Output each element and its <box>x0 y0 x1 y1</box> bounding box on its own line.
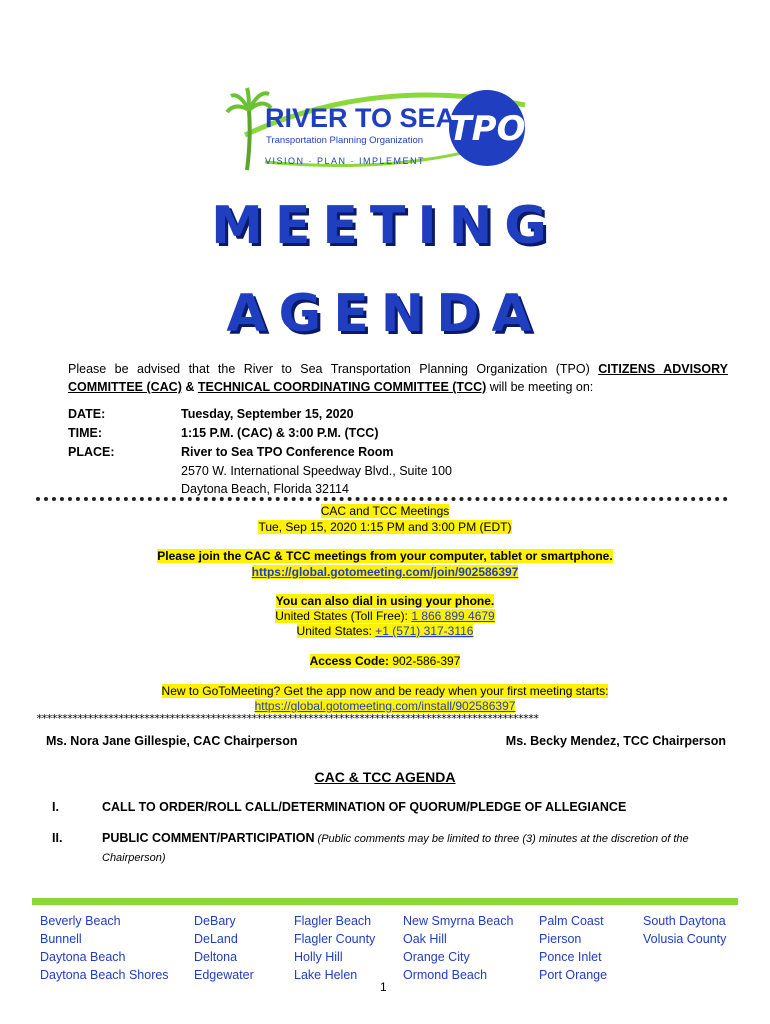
cac-committee-name: CITIZENS ADVISORY COMMITTEE (CAC) <box>68 362 729 394</box>
logo-tagline: VISION · PLAN · IMPLEMENT <box>265 156 426 166</box>
tollfree-number-link[interactable]: 1 866 899 4679 <box>411 609 495 623</box>
member-city: Ponce Inlet <box>539 950 602 964</box>
agenda-item-text: PUBLIC COMMENT/PARTICIPATION <box>102 831 315 845</box>
access-code: 902-586-397 <box>388 654 461 668</box>
member-city: South Daytona <box>643 914 726 928</box>
member-city: Oak Hill <box>403 932 447 946</box>
member-city: Ormond Beach <box>403 968 488 982</box>
intro-paragraph <box>68 360 728 396</box>
intro-prefix: Please be advised that the River to Sea Transportation Planning Organization (TPO) <box>68 362 599 376</box>
member-city: Daytona Beach <box>40 950 126 964</box>
member-city: Port Orange <box>539 968 608 982</box>
place-label: PLACE: <box>68 445 115 459</box>
member-list-col4 <box>403 912 513 984</box>
member-city: Pierson <box>539 932 582 946</box>
member-list-col5 <box>539 912 607 984</box>
member-city: Beverly Beach <box>40 914 121 928</box>
time-value: 1:15 P.M. (CAC) & 3:00 P.M. (TCC) <box>181 426 379 440</box>
cac-chairperson: Ms. Nora Jane Gillespie, CAC Chairperson <box>46 734 298 748</box>
online-datetime: Tue, Sep 15, 2020 1:15 PM and 3:00 PM (EDT) <box>258 520 512 534</box>
member-city: New Smyrna Beach <box>403 914 514 928</box>
agenda-item-text: CALL TO ORDER/ROLL CALL/DETERMINATION OF QUORUM/PLEDGE OF ALLEGIANCE <box>102 800 627 814</box>
new-to-gotomeeting: New to GoToMeeting? Get the app now and be ready when your first meeting starts: <box>161 684 609 698</box>
footer-green-bar <box>32 898 738 905</box>
intro-amp: & <box>181 380 198 394</box>
agenda-item <box>52 798 728 818</box>
member-city: Bunnell <box>40 932 82 946</box>
tcc-chairperson: Ms. Becky Mendez, TCC Chairperson <box>505 734 726 748</box>
address-line2: Daytona Beach, Florida 32114 <box>181 482 349 496</box>
member-city: Palm Coast <box>539 914 604 928</box>
member-list-col1 <box>40 912 169 984</box>
member-city: Lake Helen <box>294 968 358 982</box>
title-meeting: MEETING <box>211 196 559 256</box>
member-city: Orange City <box>403 950 470 964</box>
time-label: TIME: <box>68 426 103 440</box>
member-city: Holly Hill <box>294 950 343 964</box>
agenda-item <box>52 829 728 869</box>
member-city: Volusia County <box>643 932 727 946</box>
us-number-link[interactable]: +1 (571) 317-3116 <box>375 624 474 638</box>
star-divider: ************************************************************************************************** <box>36 712 539 725</box>
access-code-line: Access Code: 902-586-397 <box>309 654 461 668</box>
dotted-divider <box>36 497 728 501</box>
agenda-item-number: I. <box>52 800 59 814</box>
member-city: Flagler County <box>294 932 376 946</box>
logo-name: RIVER TO SEA <box>265 103 456 133</box>
join-link[interactable]: https://global.gotomeeting.com/join/902586397 <box>251 565 519 579</box>
place-value: River to Sea TPO Conference Room <box>181 445 394 459</box>
member-city: Deltona <box>194 950 238 964</box>
member-city: Daytona Beach Shores <box>40 968 169 982</box>
member-list-col6 <box>643 912 726 948</box>
member-city: Flagler Beach <box>294 914 372 928</box>
member-city: DeLand <box>194 932 238 946</box>
us-tollfree-line: United States (Toll Free): 1 866 899 4679 <box>275 609 495 623</box>
tcc-committee-name: TECHNICAL COORDINATING COMMITTEE (TCC) <box>197 380 487 394</box>
agenda-heading: CAC & TCC AGENDA <box>314 769 456 785</box>
page-number: 1 <box>380 980 387 994</box>
title-agenda: AGENDA <box>226 284 544 344</box>
member-list-col2 <box>194 912 254 984</box>
member-city: DeBary <box>194 914 236 928</box>
date-label: DATE: <box>68 407 106 421</box>
intro-suffix: will be meeting on: <box>486 380 594 394</box>
member-city: Edgewater <box>194 968 254 982</box>
logo-subtitle: Transportation Planning Organization <box>266 135 424 146</box>
address-line1: 2570 W. International Speedway Blvd., Suite 100 <box>181 464 453 478</box>
river-to-sea-tpo-logo <box>225 80 530 180</box>
join-instructions: Please join the CAC & TCC meetings from your computer, tablet or smartphone. <box>157 549 613 563</box>
agenda-item-number: II. <box>52 831 63 845</box>
us-line: United States: +1 (571) 317-3116 <box>296 624 474 638</box>
date-value: Tuesday, September 15, 2020 <box>181 407 354 421</box>
logo-badge: TPO <box>448 109 526 149</box>
dial-heading: You can also dial in using your phone. <box>275 594 495 608</box>
online-heading: CAC and TCC Meetings <box>320 504 450 518</box>
install-link[interactable]: https://global.gotomeeting.com/install/902586397 <box>254 699 516 713</box>
agenda-item-note: (Public comments may be limited to three (3) minutes at the discretion of the Chairperson) <box>102 833 689 864</box>
member-list-col3 <box>294 912 375 984</box>
